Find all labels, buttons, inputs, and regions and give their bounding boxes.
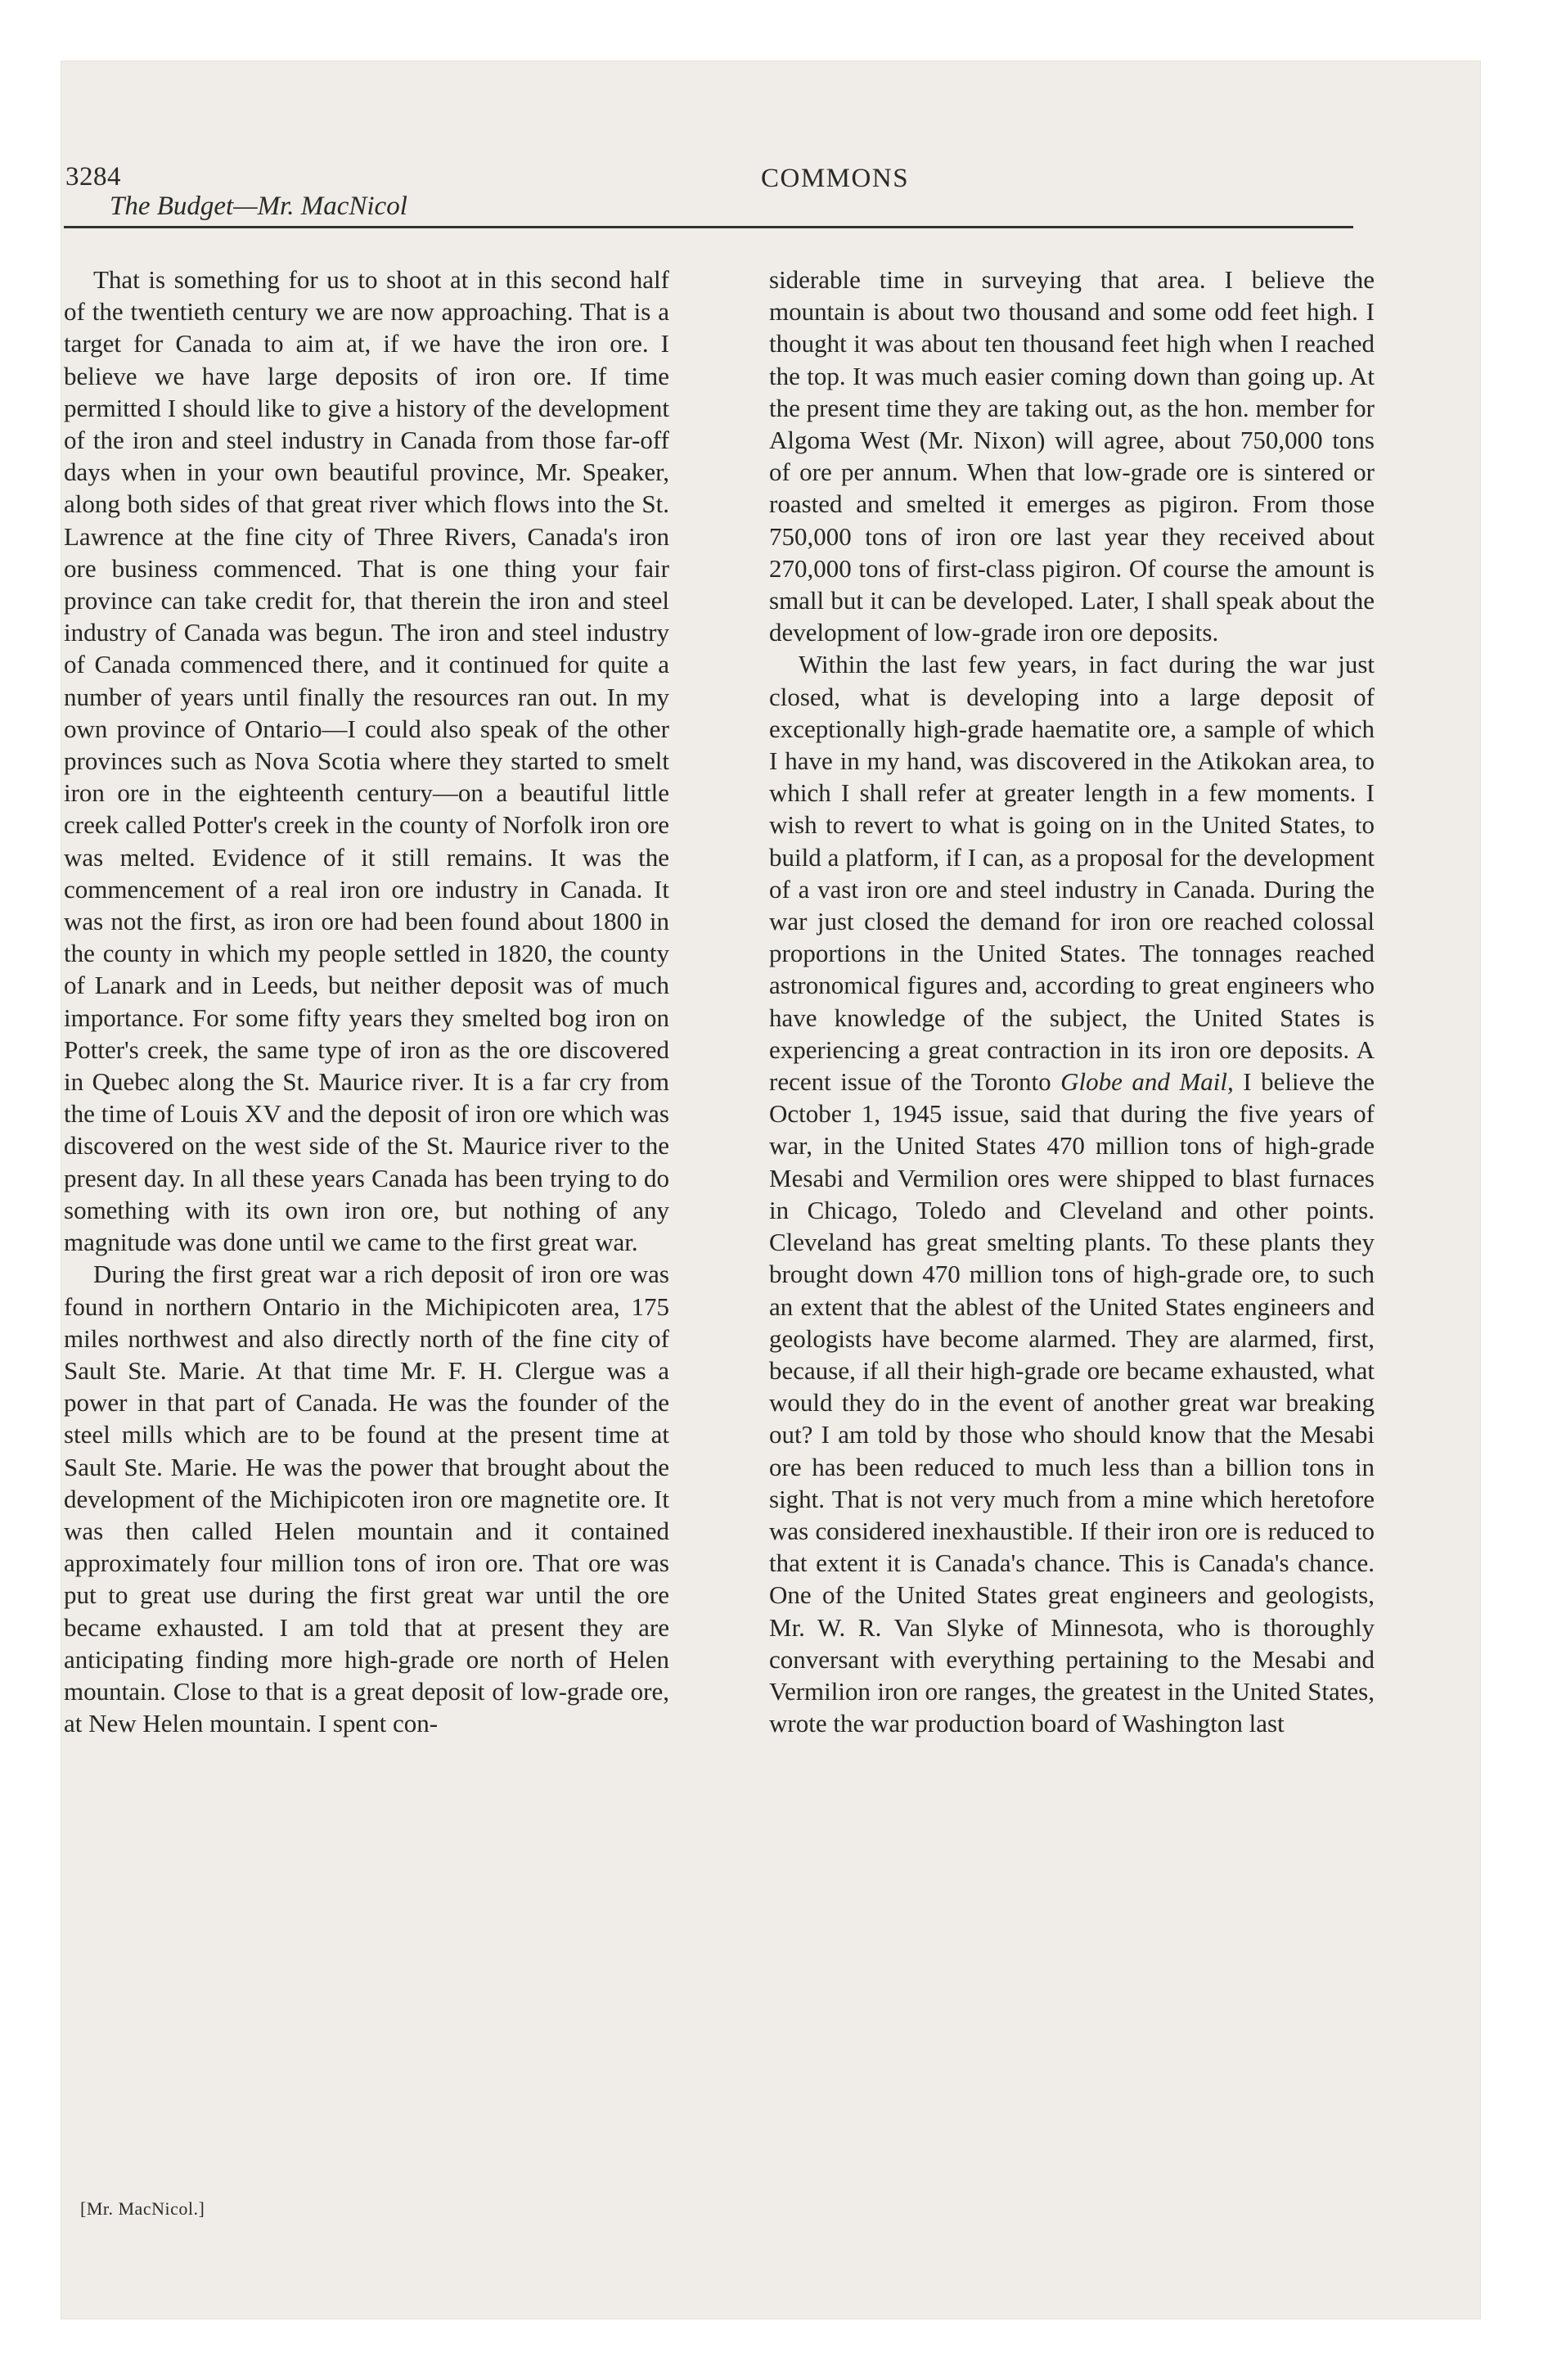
page-number: 3284 [65,162,121,192]
header-rule [64,226,1353,228]
paragraph [769,648,1375,1739]
paragraph: That is something for us to shoot at in this second half of the twentieth century we are now approaching. That is a target for Canada to aim at, if we have the iron ore. I believe we have large deposits of iron ore. If time permitted I should like to give a history of the development of the iron and steel industry in Canada from those far-off days when in your own beautiful province, Mr. Speaker, along both sides of that great river which flows into the St. Lawrence at the fine city of Three Rivers, Canada's iron ore business commenced. That is one thing your fair province can take credit for, that therein the iron and steel industry of Canada was begun. The iron and steel industry of Canada commenced there, and it continued for quite a number of years until finally the resources ran out. In my own province of Ontario—I could also speak of the other provinces such as Nova Scotia where they started to smelt iron ore in the eighteenth century—on a beautiful little creek called Potter's creek in the county of Norfolk iron ore was melted. Evidence of it still remains. It was the commencement of a real iron ore industry in Canada. It was not the first, as iron ore had been found about 1800 in the county in which my people settled in 1820, the county of Lanark and in Leeds, but neither deposit was of much importance. For some fifty years they smelted bog iron on Potter's creek, the same type of iron as the ore discovered in Quebec along the St. Maurice river. It is a far cry from the time of Louis XV and the deposit of iron ore which was discovered on the west side of the St. Maurice river to the present day. In all these years Canada has been trying to do something with its own iron ore, but nothing of any magnitude was done until we came to the first great war. [64,265,669,1257]
section-title: COMMONS [761,164,910,193]
page-header [65,98,1355,229]
left-column [64,264,669,2170]
running-head: The Budget—Mr. MacNicol [110,192,407,221]
right-column [769,264,1375,2170]
paragraph-continued: siderable time in surveying that area. I believe the mountain is about two thousand and some odd feet high. I thought it was about ten thousand feet high when I reached the top. It was much easier coming down than going up. At the present time they are taking out, as the hon. member for Algoma West (Mr. Nixon) will agree, about 750,000 tons of ore per annum. When that low-grade ore is sintered or roasted and smelted it emerges as pigiron. From those 750,000 tons of iron ore last year they received about 270,000 tons of first-class pigiron. Of course the amount is small but it can be developed. Later, I shall speak about the development of low-grade iron ore deposits. [769,265,1375,647]
paragraph-text: I believe the October 1, 1945 issue, said that during the five years of war, in the United States 470 million tons of high-grade Mesabi and Vermilion ores were shipped to blast furnaces in Chicago, Toledo and Cleveland and other points. Cleveland has great smelting plants. To these plants they brought down 470 million tons of high-grade ore, to such an extent that the ablest of the United States engineers and geologists have become alarmed. They are alarmed, first, because, if all their high-grade ore became exhausted, what would they do in the event of another great war breaking out? I am told by those who should know that the Mesabi ore has been reduced to much less than a billion tons in sight. That is not very much from a mine which heretofore was considered inexhaustible. If their iron ore is reduced to that extent it is Canada's chance. This is Canada's chance. One of the United States great engineers and geologists, Mr. W. R. Van Slyke of Minnesota, who is thoroughly conversant with everything pertaining to the Mesabi and Vermilion iron ore ranges, the greatest in the United States, wrote the war production board of Washington last [769,1067,1375,1738]
paragraph-text: Within the last few years, in fact during the war just closed, what is developing into a large deposit of exceptionally high-grade haematite ore, a sample of which I have in my hand, was discovered in the Atikokan area, to which I shall refer at greater length in a few moments. I wish to revert to what is going on in the United States, to build a platform, if I can, as a proposal for the development of a vast iron ore and steel industry in Canada. During the war just closed the demand for iron ore reached colossal proportions in the United States. The tonnages reached astronomical figures and, according to great engineers who have knowledge of the subject, the United States is experiencing a great contraction in its iron ore deposits. A recent issue of the Toronto [769,650,1375,1097]
speaker-attribution: [Mr. MacNicol.] [80,2198,205,2219]
newspaper-title: Globe and Mail, [1060,1067,1234,1097]
paragraph: During the first great war a rich deposit of iron ore was found in northern Ontario in the Michipicoten area, 175 miles northwest and also directly north of the fine city of Sault Ste. Marie. At that time Mr. F. H. Clergue was a power in that part of Canada. He was the founder of the steel mills which are to be found at the present time at Sault Ste. Marie. He was the power that brought about the development of the Michipicoten iron ore magnetite ore. It was then called Helen mountain and it contained approximately four million tons of iron ore. That ore was put to great use during the first great war until the ore became exhausted. I am told that at present they are anticipating finding more high-grade ore north of Helen mountain. Close to that is a great deposit of low-grade ore, at New Helen mountain. I spent con- [64,1260,669,1738]
